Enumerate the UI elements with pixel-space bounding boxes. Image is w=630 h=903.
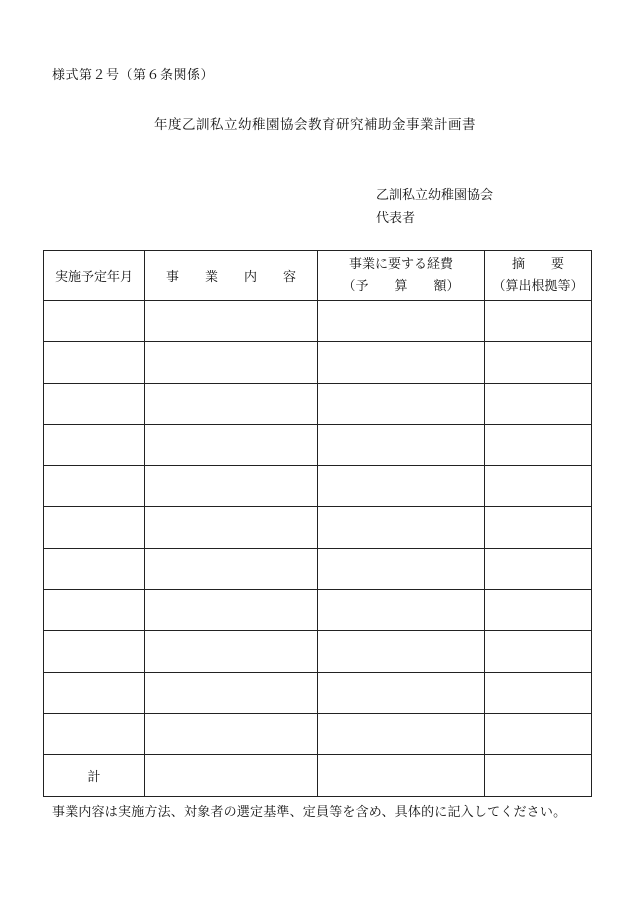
table-row: [44, 713, 592, 754]
cost-cell[interactable]: [318, 713, 485, 754]
cost-cell[interactable]: [318, 590, 485, 631]
date-cell[interactable]: [44, 424, 145, 465]
cost-cell[interactable]: [318, 548, 485, 589]
header-cost: [318, 251, 485, 301]
table-row: [44, 424, 592, 465]
page-title: 年度乙訓私立幼稚園協会教育研究補助金事業計画書: [154, 117, 476, 133]
date-cell[interactable]: [44, 713, 145, 754]
notes-cell[interactable]: [485, 713, 592, 754]
cost-cell[interactable]: [318, 507, 485, 548]
total-cost-cell[interactable]: [318, 755, 485, 797]
organization-block: [376, 184, 493, 230]
date-cell[interactable]: [44, 507, 145, 548]
notes-cell[interactable]: [485, 590, 592, 631]
table-body: [44, 301, 592, 797]
notes-cell[interactable]: [485, 383, 592, 424]
date-cell[interactable]: [44, 672, 145, 713]
plan-table: [43, 250, 592, 797]
table-row: [44, 507, 592, 548]
representative-label: 代表者: [376, 211, 416, 226]
notes-cell[interactable]: [485, 301, 592, 342]
date-cell[interactable]: [44, 631, 145, 672]
cost-cell[interactable]: [318, 672, 485, 713]
cost-cell[interactable]: [318, 631, 485, 672]
notes-cell[interactable]: [485, 672, 592, 713]
table-row: [44, 342, 592, 383]
header-date: 実施予定年月: [44, 251, 145, 301]
date-cell[interactable]: [44, 342, 145, 383]
notes-cell[interactable]: [485, 466, 592, 507]
content-cell[interactable]: [145, 301, 318, 342]
table-row: [44, 631, 592, 672]
total-row: [44, 755, 592, 797]
cost-cell[interactable]: [318, 342, 485, 383]
table-header-row: [44, 251, 592, 301]
date-cell[interactable]: [44, 590, 145, 631]
table-row: [44, 548, 592, 589]
content-cell[interactable]: [145, 548, 318, 589]
total-notes-cell[interactable]: [485, 755, 592, 797]
content-cell[interactable]: [145, 466, 318, 507]
notes-cell[interactable]: [485, 507, 592, 548]
cost-cell[interactable]: [318, 301, 485, 342]
table-row: [44, 301, 592, 342]
content-cell[interactable]: [145, 507, 318, 548]
date-cell[interactable]: [44, 466, 145, 507]
total-label: 計: [44, 755, 145, 797]
content-cell[interactable]: [145, 672, 318, 713]
total-content-cell[interactable]: [145, 755, 318, 797]
content-cell[interactable]: [145, 424, 318, 465]
notes-cell[interactable]: [485, 342, 592, 383]
header-cost-line1: 事業に要する経費: [348, 256, 453, 272]
content-cell[interactable]: [145, 713, 318, 754]
header-notes-line2: （算出根拠等）: [492, 278, 584, 294]
table-row: [44, 672, 592, 713]
date-cell[interactable]: [44, 548, 145, 589]
cost-cell[interactable]: [318, 466, 485, 507]
notes-cell[interactable]: [485, 631, 592, 672]
content-cell[interactable]: [145, 342, 318, 383]
header-cost-line2: （予 算 額）: [342, 278, 460, 294]
table-row: [44, 383, 592, 424]
form-number: 様式第２号（第６条関係）: [52, 68, 215, 83]
header-notes: [485, 251, 592, 301]
organization-name: 乙訓私立幼稚園協会: [376, 188, 494, 203]
content-cell[interactable]: [145, 590, 318, 631]
notes-cell[interactable]: [485, 548, 592, 589]
notes-cell[interactable]: [485, 424, 592, 465]
cost-cell[interactable]: [318, 383, 485, 424]
table-row: [44, 466, 592, 507]
header-content: 事 業 内 容: [145, 251, 318, 301]
header-notes-line1: 摘 要: [511, 256, 564, 272]
content-cell[interactable]: [145, 631, 318, 672]
date-cell[interactable]: [44, 301, 145, 342]
footnote: 事業内容は実施方法、対象者の選定基準、定員等を含め、具体的に記入してください。: [52, 805, 567, 820]
cost-cell[interactable]: [318, 424, 485, 465]
table-row: [44, 590, 592, 631]
date-cell[interactable]: [44, 383, 145, 424]
content-cell[interactable]: [145, 383, 318, 424]
